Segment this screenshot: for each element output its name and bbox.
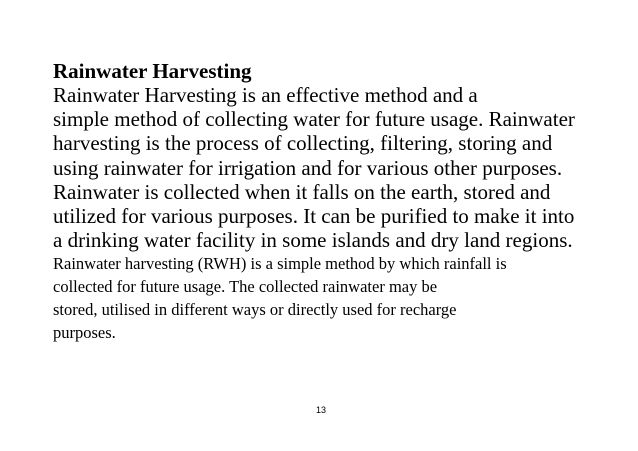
rwh-paragraph-line: collected for future usage. The collected rainwater may be [53,277,438,297]
main-paragraph-line: harvesting is the process of collecting, filtering, storing and [53,131,553,156]
main-paragraph-line: utilized for various purposes. It can be purified to make it into [53,204,575,229]
page-number: 13 [315,405,326,415]
main-paragraph-line: Rainwater Harvesting is an effective method and a [53,83,478,107]
main-paragraph-line: a drinking water facility in some islands and dry land regions. [53,228,573,253]
rwh-paragraph-line: purposes. [53,323,116,343]
main-paragraph-line: using rainwater for irrigation and for various other purposes. [53,155,563,180]
main-paragraph-line: simple method of collecting water for future usage. Rainwater [53,107,575,132]
rwh-paragraph-line: Rainwater harvesting (RWH) is a simple method by which rainfall is [53,254,507,274]
slide-content [53,60,623,344]
slide-heading: Rainwater Harvesting [53,59,252,83]
main-paragraph [53,83,623,252]
rwh-paragraph [53,252,623,344]
main-paragraph-line: Rainwater is collected when it falls on the earth, stored and [53,179,551,204]
rwh-paragraph-line: stored, utilised in different ways or directly used for recharge [53,300,457,320]
